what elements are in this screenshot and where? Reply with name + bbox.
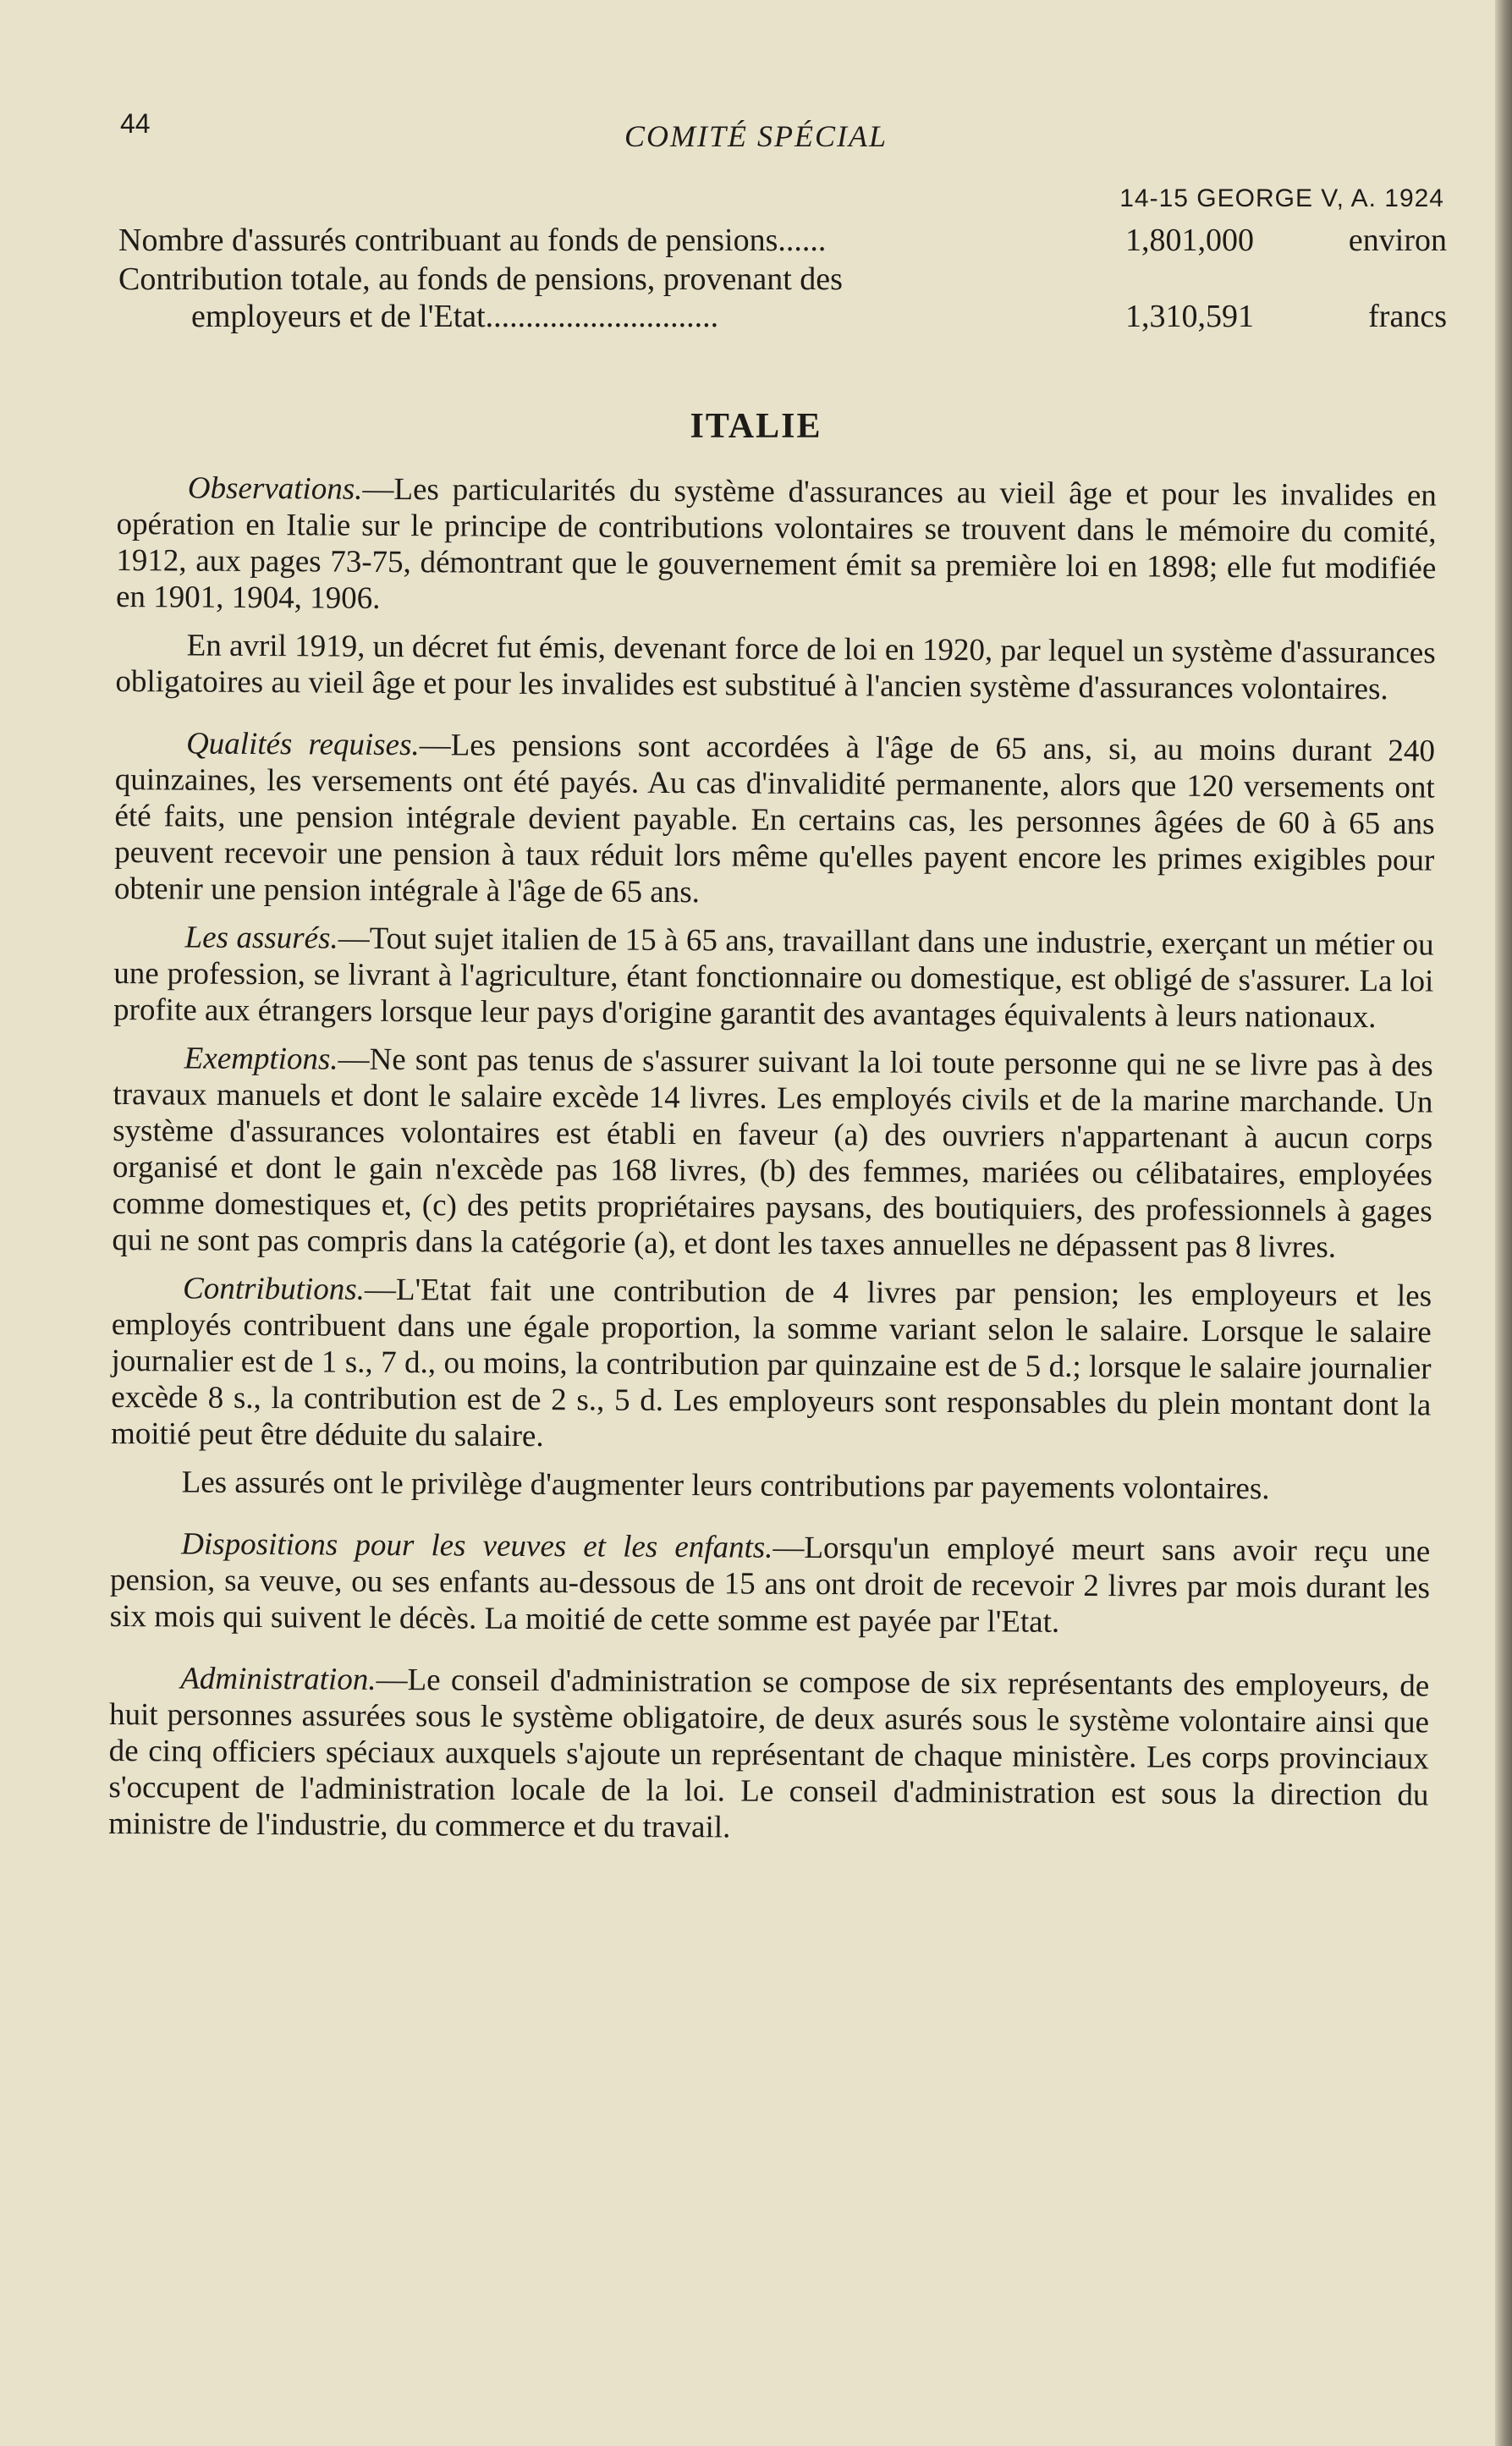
stat-amount: 1,801,000 (1125, 223, 1254, 258)
paragraph-text: —Les pensions sont accordées à l'âge de 65 ans, si, au moins durant 240 quinzaines, les versements ont été payés. Au cas d'invalidité permanente, alors que 120 versements ont été faits, une pension intégrale devient payable. En certains cas, les personnes âgées de 60 à 65 ans peuvent recevoir une pension à taux réduit lors même qu'elles payent encore les primes exigibles pour obtenir une pension intégrale à l'âge de 65 ans. (113, 728, 1436, 910)
paragraph-administration (108, 1660, 1429, 1850)
paragraph-text: —Tout sujet italien de 15 à 65 ans, travaillant dans une industrie, exerçant un métier ou une profession, se livrant à l'agriculture, étant fonctionnaire ou domestique, est obligé de s'assurer. La loi profite aux étrangers lorsque leur pays d'origine garantit des avantages équivalents à leurs nationaux. (113, 921, 1434, 1036)
pension-statistics (118, 222, 1447, 335)
paragraph-text: —Lorsqu'un employé meurt sans avoir reçu une pension, sa veuve, ou ses enfants au-dessous de 15 ans ont droit de recevoir 2 livres par mois durant les six mois qui suivent le décès. La moitié de cette somme est payée par l'Etat. (109, 1530, 1431, 1640)
paragraph-decree (115, 627, 1435, 708)
paragraph-voluntary (111, 1464, 1431, 1509)
paragraph-heading: Contributions. (182, 1271, 366, 1307)
paragraph-text: —Ne sont pas tenus de s'assurer suivant la loi toute personne qui ne se livre pas à des travaux manuels et dont le salaire excède 14 livres. Les employés civils et de la marine marchande. Un système d'assurances volontaires est établi en faveur (a) des ouvriers n'appartenant à aucun corps organisé et dont le gain n'excède pas 168 livres, (b) des femmes, mariées ou célibataires, employées comme domestiques et, (c) des petits propriétaires paysans, des boutiquiers, des professionnels à gages qui ne sont pas compris dans la catégorie (a), et dont les taxes annuelles ne dépassent pas 8 livres. (112, 1042, 1433, 1265)
paragraph-observations (116, 470, 1437, 624)
stat-row-contribution (118, 261, 1447, 335)
stat-label-continued: employeurs et de l'Etat............................. (191, 299, 719, 334)
paragraph-heading: Les assurés. (184, 920, 338, 956)
body-text (108, 470, 1437, 1861)
paragraph-heading: Exemptions. (184, 1041, 338, 1077)
running-head: COMITÉ SPÉCIAL (624, 119, 888, 153)
paragraph-exemptions (112, 1040, 1433, 1267)
paragraph-contributions (111, 1270, 1432, 1460)
paragraph-text: —Les particularités du système d'assurances au vieil âge et pour les invalides en opération en Italie sur le principe de contributions volontaires se trouvent dans le mémoire du comité, 1912, aux pages 73-75, démontrant que le gouvernement émit sa première loi en 1898; elle fut modifiée en 1901, 1904, 1906. (115, 471, 1437, 616)
paragraph-heading: Administration. (180, 1661, 377, 1697)
stat-label: Nombre d'assurés contribuant au fonds de pensions...... (118, 223, 827, 258)
paragraph-qualifications (114, 725, 1435, 915)
session-label: 14-15 GEORGE V, A. 1924 (1119, 184, 1444, 212)
paragraph-widows (110, 1525, 1431, 1643)
paragraph-heading: Observations. (187, 470, 363, 507)
paragraph-heading: Qualités requises. (185, 726, 420, 763)
page-number: 44 (120, 108, 151, 139)
stat-label: Contribution totale, au fonds de pensions, provenant des (118, 261, 843, 297)
stat-amount: 1,310,591 (1125, 299, 1254, 334)
paragraph-insured (113, 919, 1434, 1036)
paragraph-text: —Le conseil d'administration se compose de six représentants des employeurs, de huit personnes assurées sous le système obligatoire, de deux asurés sous le système volontaire ainsi que de cinq officiers spéciaux auxquels s'ajoute un représentant de chaque ministère. Les corps provinciaux s'occupent de l'administration locale de la loi. Le conseil d'administration est sous la direction du ministre de l'industrie, du commerce et du travail. (108, 1662, 1430, 1845)
stat-value (1125, 298, 1447, 335)
stat-unit: environ (1348, 223, 1447, 258)
paragraph-heading: Dispositions pour les veuves et les enfants. (181, 1526, 773, 1565)
paragraph-text: En avril 1919, un décret fut émis, devenant force de loi en 1920, par lequel un système d'assurances obligatoires au vieil âge et pour les invalides est substitué à l'ancien système d'assurances volontaires. (115, 628, 1436, 707)
stat-unit: francs (1368, 299, 1447, 334)
paragraph-text: Les assurés ont le privilège d'augmenter leurs contributions par payements volontaires. (181, 1465, 1270, 1507)
section-title: ITALIE (690, 407, 822, 446)
book-spine-shadow (1495, 0, 1512, 2446)
stat-row-insured (118, 222, 1447, 259)
stat-value (1125, 222, 1447, 259)
paragraph-text: —L'Etat fait une contribution de 4 livres par pension; les employeurs et les employés contribuent dans une égale proportion, la somme variant selon le salaire. Lorsque le salaire journalier est de 1 s., 7 d., ou moins, la contribution par quinzaine est de 5 d.; lorsque le salaire journalier excède 8 s., la contribution est de 2 s., 5 d. Les employeurs sont responsables du plein montant dont la moitié peut être déduite du salaire. (110, 1272, 1432, 1454)
